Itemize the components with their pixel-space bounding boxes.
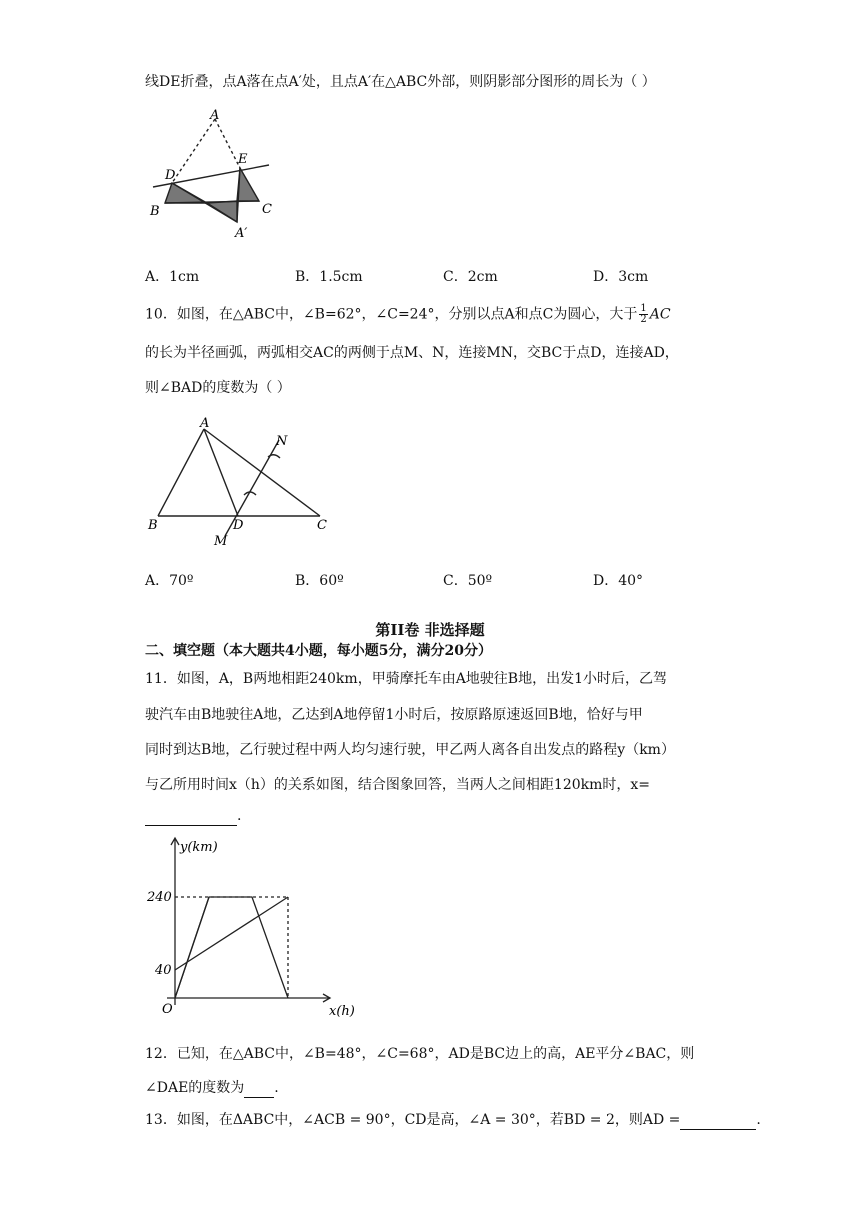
q10-fraction: $\frac{1}{2}$ xyxy=(640,303,647,325)
q11-answer-blank[interactable] xyxy=(145,809,237,826)
q9-dashed-AD xyxy=(172,119,215,183)
q9-label-D: D xyxy=(165,168,176,183)
q11-line-jia-b xyxy=(175,897,209,998)
q10-arc-mark-M xyxy=(244,492,256,495)
q9-option-b[interactable]: B．1.5cm xyxy=(295,269,363,285)
q10-label-C: C xyxy=(317,518,327,533)
q10-text-line3: 则∠BAD的度数为（ ） xyxy=(145,380,291,396)
q10-label-M: M xyxy=(214,534,228,549)
q10-text-line2: 的长为半径画弧，两弧相交AC的两侧于点M、N，连接MN，交BC于点D，连接AD， xyxy=(145,345,679,361)
q10-option-d[interactable]: D．40° xyxy=(593,573,644,589)
q10-line1-post: AC xyxy=(649,306,671,323)
q13-text-line1: 13．如图，在ΔABC中，∠ACB = 90°，CD是高，∠A = 30°，若BD = 2，则AD = . xyxy=(145,1112,761,1128)
q10-label-D: D xyxy=(233,518,244,533)
q9-figure-triangle-fold xyxy=(145,105,285,245)
q12-answer-blank[interactable] xyxy=(244,1081,274,1098)
q11-distance-time-graph xyxy=(145,833,375,1033)
q11-tick-40: 40 xyxy=(155,963,172,978)
section-2-title: 第II卷 非选择题 xyxy=(375,621,485,639)
q11-x-axis-label: x(h) xyxy=(329,1004,355,1019)
q12-text-line2: ∠DAE的度数为 . xyxy=(145,1080,279,1096)
q10-label-N: N xyxy=(276,434,288,449)
q9-text-line1: 线DE折叠，点A落在点A′处，且点A′在△ABC外部，则阴影部分图形的周长为（ ） xyxy=(145,74,656,90)
q10-option-b[interactable]: B．60º xyxy=(295,573,344,589)
q10-line1-pre: 10．如图，在△ABC中，∠B=62°，∠C=24°，分别以点A和点C为圆心，大于 xyxy=(145,306,638,323)
q10-text-line1 xyxy=(145,304,671,325)
q11-y-axis-label: y(km) xyxy=(180,840,218,855)
q10-label-A: A xyxy=(200,416,210,431)
q9-option-a[interactable]: A．1cm xyxy=(145,269,200,285)
q9-label-A: A xyxy=(210,108,220,123)
q11-line-jia-a xyxy=(175,897,288,970)
section-2-heading: 二、填空题（本大题共4小题，每小题5分，满分20分） xyxy=(145,643,492,659)
q9-dashed-AE xyxy=(215,119,240,168)
q12-text-line1: 12．已知，在△ABC中，∠B=48°，∠C=68°，AD是BC边上的高，AE平分∠BAC，则 xyxy=(145,1046,695,1062)
q11-text-line4: 与乙所用时间x（h）的关系如图，结合图象回答，当两人之间相距120km时，x= xyxy=(145,777,651,793)
q9-label-E: E xyxy=(238,152,248,167)
q10-label-B: B xyxy=(148,518,158,533)
q11-text-line3: 同时到达B地，乙行驶过程中两人均匀速行驶，甲乙两人离各自出发点的路程y（km） xyxy=(145,742,675,758)
q11-tick-240: 240 xyxy=(147,890,172,905)
q11-text-line2: 驶汽车由B地驶往A地，乙达到A地停留1小时后，按原路原速返回B地，恰好与甲 xyxy=(145,707,643,723)
q13-answer-blank[interactable] xyxy=(680,1113,756,1130)
q9-option-c[interactable]: C．2cm xyxy=(443,269,498,285)
q9-label-A-prime: A′ xyxy=(235,226,248,241)
q9-label-C: C xyxy=(262,202,272,217)
q11-text-line1: 11．如图，A，B两地相距240km，甲骑摩托车由A地驶往B地，出发1小时后，乙驾 xyxy=(145,671,667,687)
q9-option-d[interactable]: D．3cm xyxy=(593,269,649,285)
q10-option-c[interactable]: C．50º xyxy=(443,573,493,589)
q11-text-line5: . xyxy=(145,806,241,826)
q9-label-B: B xyxy=(150,204,160,219)
q10-option-a[interactable]: A．70º xyxy=(145,573,194,589)
q10-figure-triangle-bisector xyxy=(140,412,340,552)
q10-side-AB xyxy=(158,429,204,516)
q11-origin-label: O xyxy=(162,1002,173,1017)
